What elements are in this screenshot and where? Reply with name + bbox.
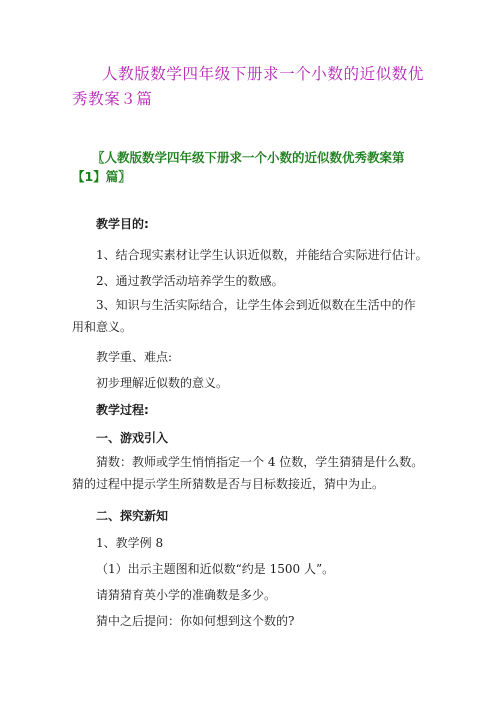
example-heading: 1、教学例 8 bbox=[96, 536, 164, 550]
section-2-heading: 二、探究新知 bbox=[96, 509, 169, 523]
section-1-heading: 一、游戏引入 bbox=[96, 431, 169, 445]
objectives-heading: 教学目的: bbox=[96, 217, 149, 231]
example-step-3: 猜中之后提问：你如何想到这个数的? bbox=[96, 614, 295, 628]
objective-2: 2、通过教学活动培养学生的数感。 bbox=[96, 274, 284, 288]
keypoints-heading: 教学重、难点: bbox=[96, 350, 173, 364]
process-heading: 教学过程: bbox=[96, 403, 149, 417]
document-title: 人教版数学四年级下册求一个小数的近似数优秀教案３篇 bbox=[72, 65, 425, 108]
keypoints-text: 初步理解近似数的意义。 bbox=[96, 376, 229, 390]
example-step-1: （1）出示主题图和近似数“约是 1500 人”。 bbox=[96, 562, 335, 576]
document-subtitle: 〖人教版数学四年级下册求一个小数的近似数优秀教案第【1】篇〗 bbox=[72, 150, 405, 184]
objective-3: 3、知识与生活实际结合，让学生体会到近似数在生活中的作用和意义。 bbox=[72, 298, 416, 334]
objective-1: 1、结合现实素材让学生认识近似数，并能结合实际进行估计。 bbox=[96, 248, 428, 262]
example-step-2: 请猜猜育英小学的准确数是多少。 bbox=[96, 588, 277, 602]
section-1-text: 猜数：教师或学生悄悄指定一个 4 位数，学生猜猜是什么数。猜的过程中提示学生所猜数是否与目标数接近，猜中为止。 bbox=[72, 455, 424, 491]
